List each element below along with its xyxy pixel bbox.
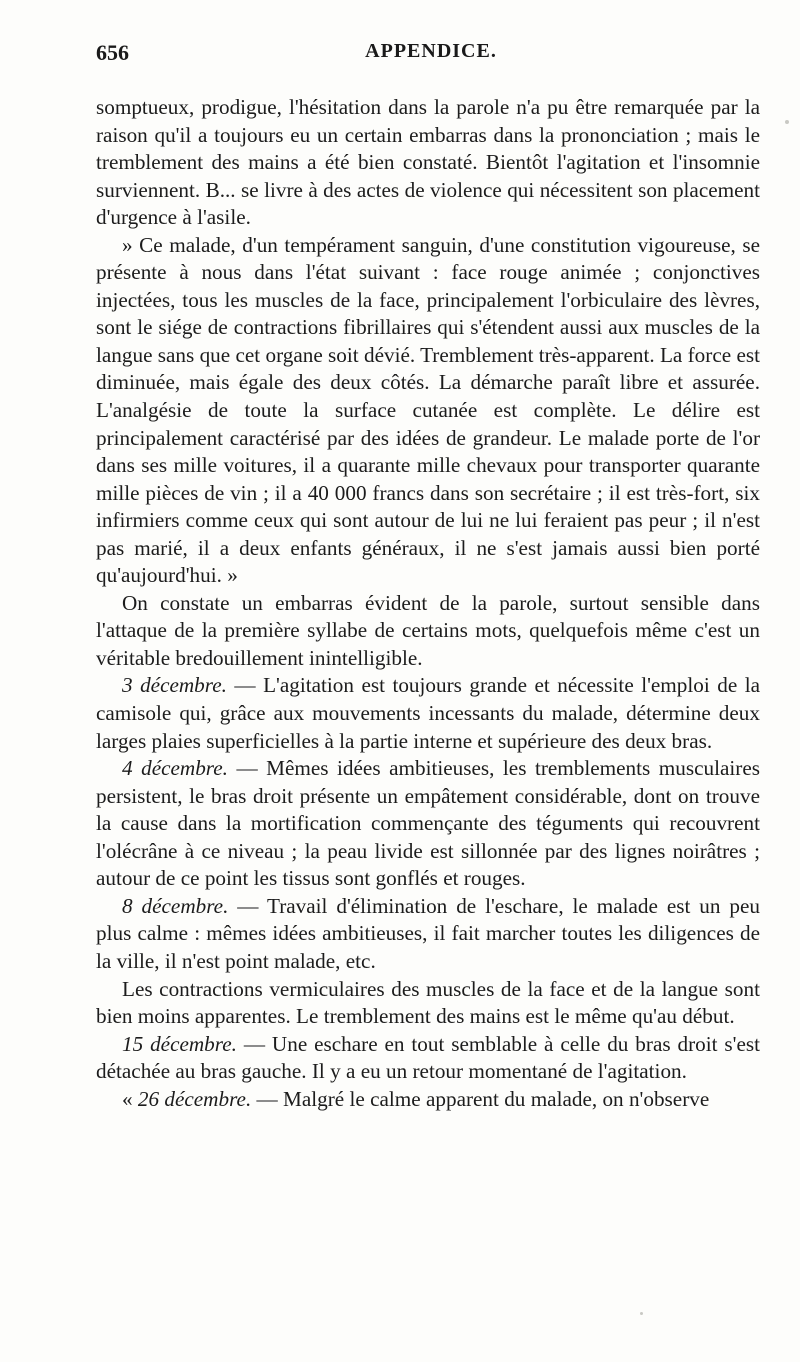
paragraph-text: — Malgré le calme apparent du malade, on n'observe [251, 1086, 710, 1111]
paragraph [96, 590, 760, 673]
paragraph [96, 672, 760, 755]
paper-speck [785, 120, 789, 124]
paragraph-text: — Mêmes idées ambitieuses, les tremblements musculaires persistent, le bras droit présente un empâtement considérable, dont on trouve la cause dans la mortification commençante des téguments qui recouvrent l'olécrâne à ce niveau ; la peau livide est sillonnée par des lignes noirâtres ; autour de ce point les tissus sont gonflés et rouges. [96, 756, 760, 891]
paragraph-text: On constate un embarras évident de la parole, surtout sensible dans l'attaque de la première syllabe de certains mots, quelquefois même c'est un véritable bredouillement inintelligible. [96, 590, 760, 670]
paragraph [96, 976, 760, 1031]
entry-date: 15 décembre. [122, 1031, 237, 1056]
paragraph [96, 232, 760, 590]
paragraph-text: — Travail d'élimination de l'eschare, le malade est un peu plus calme : mêmes idées ambitieuses, il fait marcher toutes les diligences de la ville, il n'est point malade, etc. [96, 893, 760, 973]
page-header [96, 40, 766, 80]
paragraph [96, 1086, 760, 1114]
paragraph-text: — Une eschare en tout semblable à celle du bras droit s'est détachée au bras gauche. Il y a eu un retour momentané de l'agitation. [96, 1031, 760, 1084]
paper-speck [640, 1312, 643, 1315]
paragraph [96, 1031, 760, 1086]
entry-date: 26 décembre. [137, 1086, 252, 1111]
running-head: APPENDICE. [365, 40, 497, 62]
paragraph-prefix: « [122, 1086, 138, 1111]
paragraph-text: » Ce malade, d'un tempérament sanguin, d'une constitution vigoureuse, se présente à nous dans l'état suivant : face rouge animée ; conjonctives injectées, tous les muscles de la face, principalement l'orbiculaire des lèvres, sont le siége de contractions fibrillaires qui s'étendent aussi aux muscles de la langue sans que cet organe soit dévié. Tremblement très-apparent. La force est diminuée, mais égale des deux côtés. La démarche paraît libre et assurée. L'analgésie de toute la surface cutanée est complète. Le délire est principalement caractérisé par des idées de grandeur. Le malade porte de l'or dans ses mille voitures, il a quarante mille chevaux pour transporter quarante mille pièces de vin ; il a 40 000 francs dans son secrétaire ; il est très-fort, six infirmiers comme ceux qui sont autour de lui ne lui feraient pas peur ; il n'est pas marié, il a deux enfants généraux, il ne s'est jamais aussi bien porté qu'aujourd'hui. » [96, 232, 760, 588]
entry-date: 3 décembre. [122, 673, 227, 698]
page-number: 656 [96, 40, 129, 65]
paragraph [96, 755, 760, 893]
entry-date: 4 décembre. [122, 756, 228, 781]
body-text [96, 94, 760, 1113]
paragraph-text: — L'agitation est toujours grande et nécessite l'emploi de la camisole qui, grâce aux mouvements incessants du malade, détermine deux larges plaies superficielles à la partie interne et supérieure des deux bras. [96, 673, 760, 753]
paragraph [96, 893, 760, 976]
paragraph-text: Les contractions vermiculaires des muscles de la face et de la langue sont bien moins apparentes. Le tremblement des mains est le même qu'au début. [96, 976, 760, 1029]
paragraph-text: somptueux, prodigue, l'hésitation dans la parole n'a pu être remarquée par la raison qu'il a toujours eu un certain embarras dans la prononciation ; mais le tremblement des mains a été bien constaté. Bientôt l'agitation et l'insomnie surviennent. B... se livre à des actes de violence qui nécessitent son placement d'urgence à l'asile. [96, 95, 760, 230]
entry-date: 8 décembre. [122, 893, 229, 918]
paragraph [96, 94, 760, 232]
